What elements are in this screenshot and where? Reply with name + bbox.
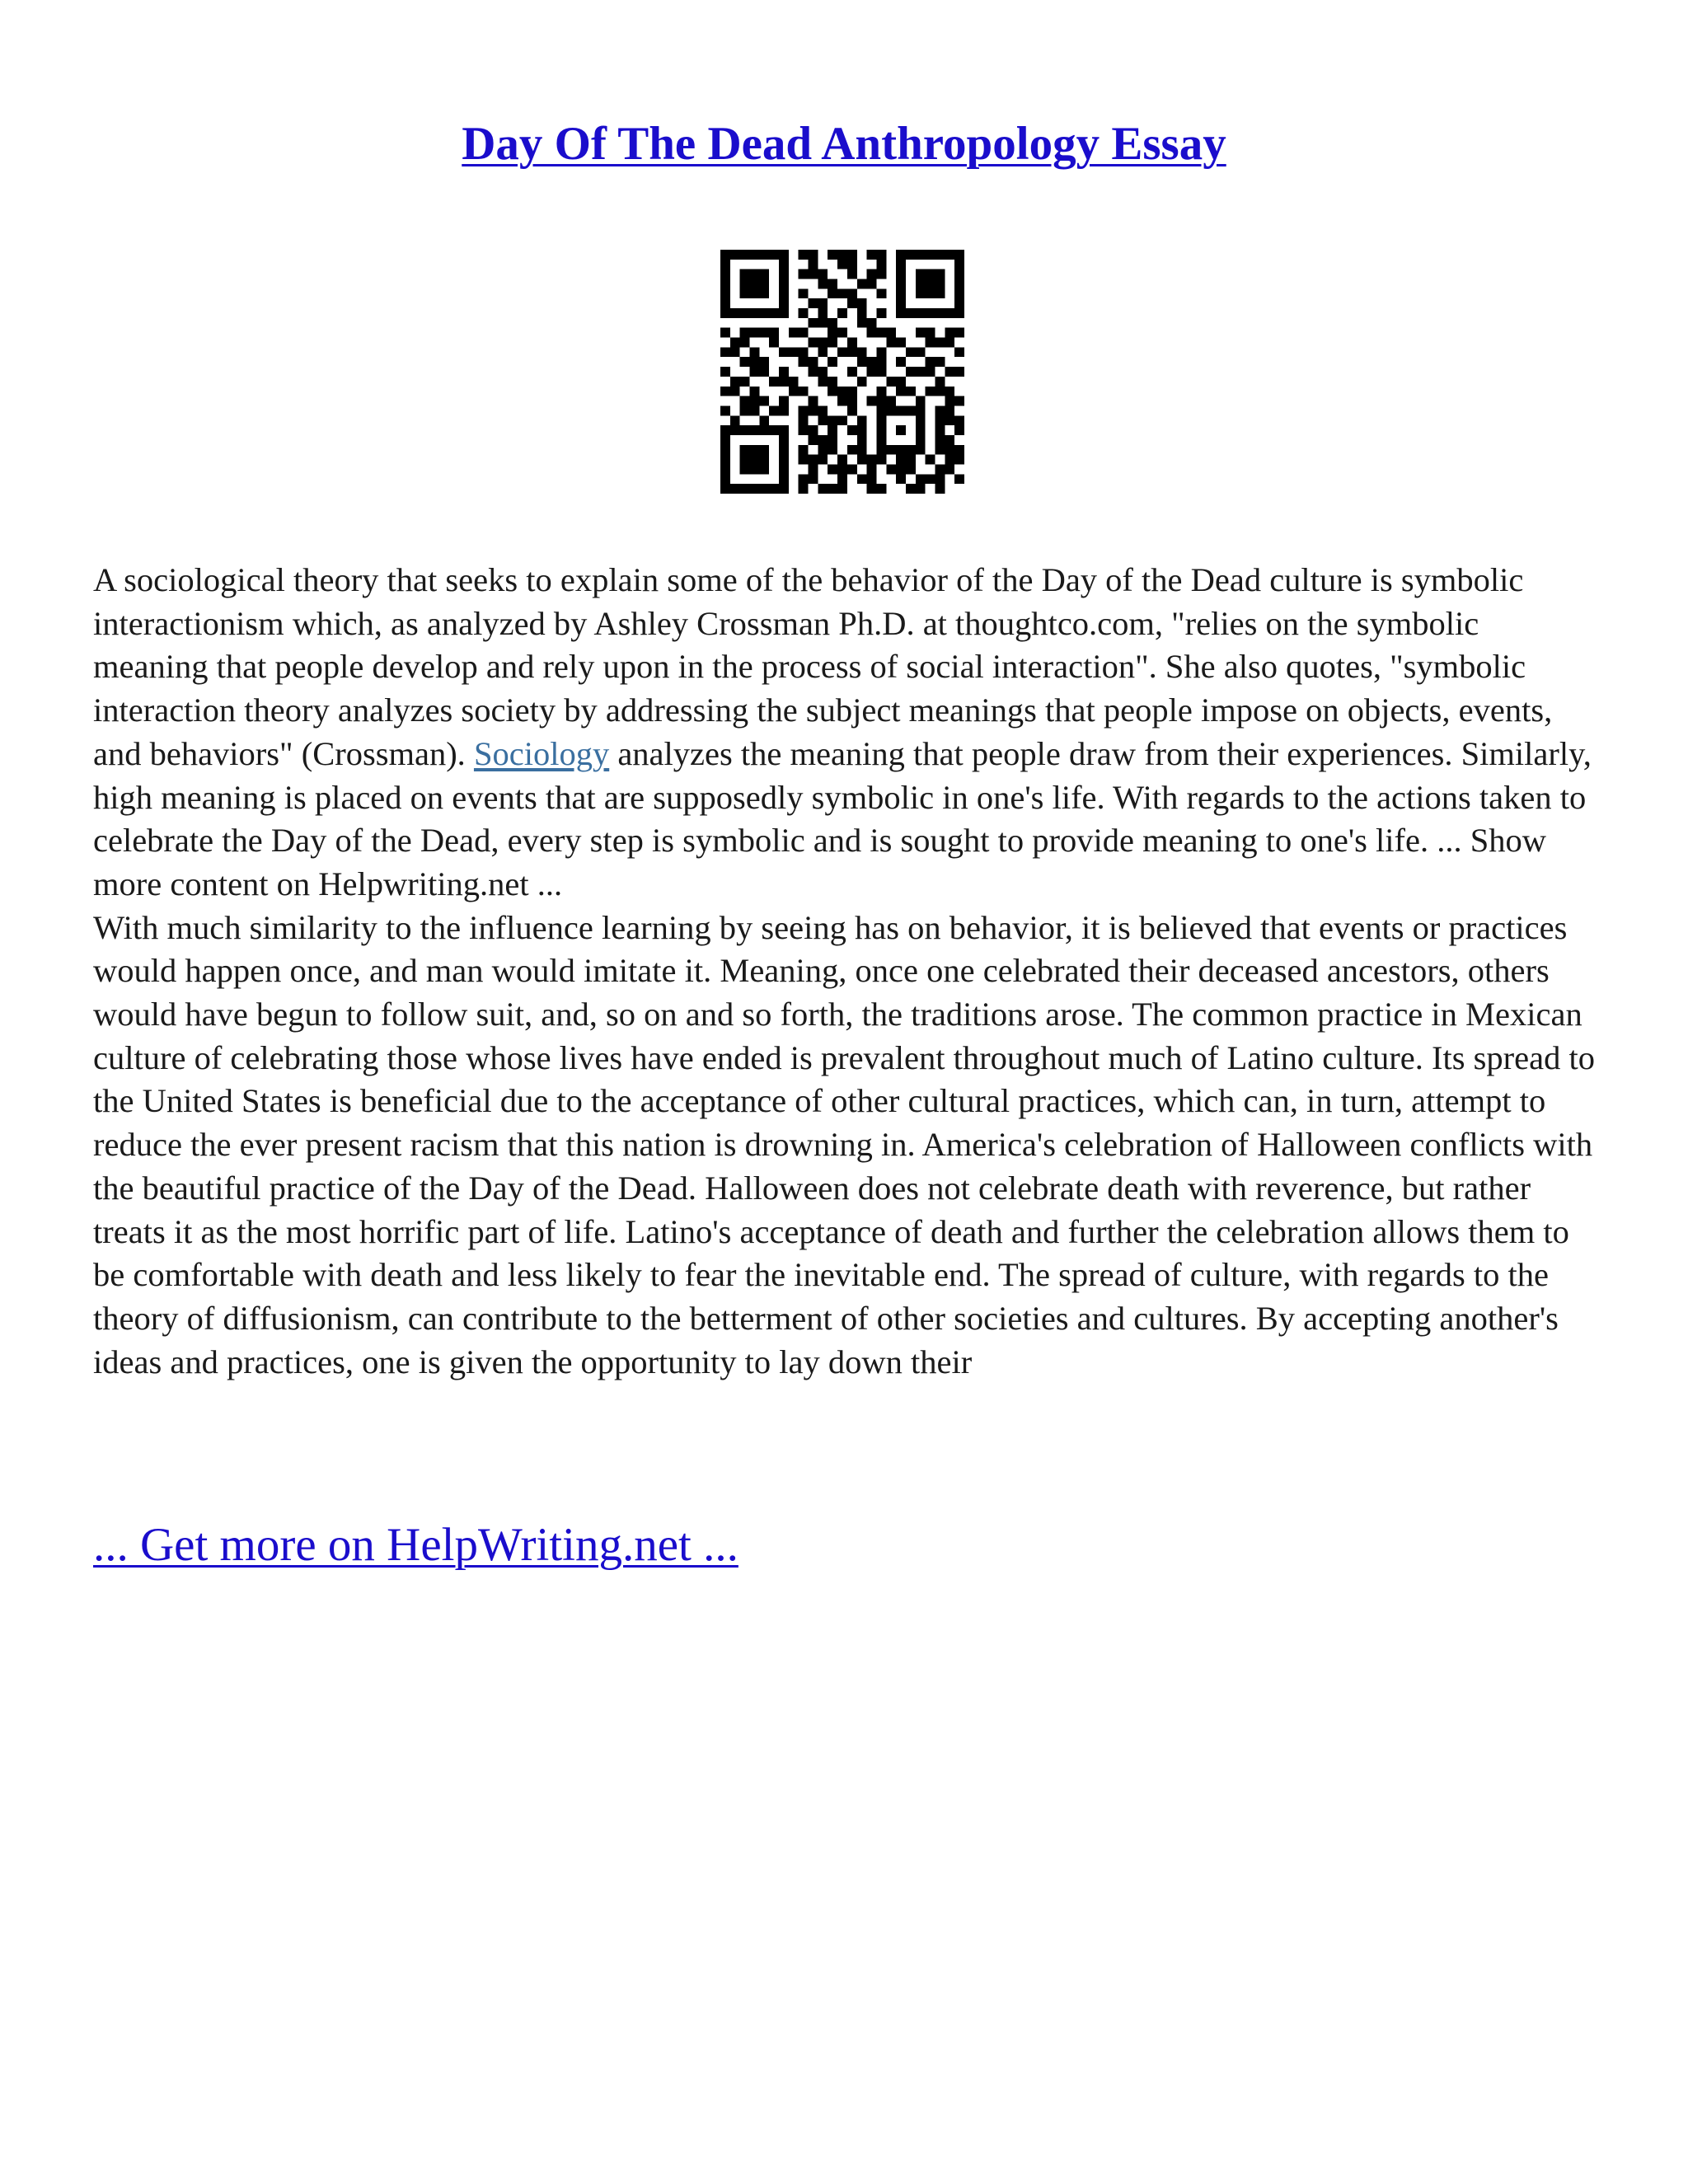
paragraph-2: With much similarity to the influence learning by seeing has on behavior, it is believed that events or practices would happen once, and man would imitate it. Meaning, once one celebrated their deceased ancestors, others would have begun to follow suit, and, so on and so forth, the traditions arose. The common practice in Mexican culture of celebrating those whose lives have ended is prevalent throughout much of Latino culture. Its spread to the United States is beneficial due to the acceptance of other cultural practices, which can, in turn, attempt to reduce the ever present racism that this nation is drowning in. America's celebration of Halloween conflicts with the beautiful practice of the Day of the Dead. Halloween does not celebrate death with reverence, but rather treats it as the most horrific part of life. Latino's acceptance of death and further the celebration allows them to be comfortable with death and less likely to fear the inevitable end. The spread of culture, with regards to the theory of diffusionism, can contribute to the betterment of other societies and cultures. By accepting another's ideas and practices, one is given the opportunity to lay down their (93, 908, 1595, 1380)
title-link[interactable]: Day Of The Dead Anthropology Essay (462, 118, 1226, 170)
qr-code-icon (720, 250, 964, 494)
paragraph-1-text-before: A sociological theory that seeks to explain some of the behavior of the Day of the Dead culture is symbolic interactionism which, as analyzed by Ashley Crossman Ph.D. at thoughtco.com, "relies on the symbolic meaning that people develop and rely upon in the process of social interaction". She also quotes, "symbolic interaction theory analyzes society by addressing the subject meanings that people impose on objects, events, and behaviors" (Crossman). (93, 561, 1553, 772)
sociology-link[interactable]: Sociology (473, 734, 610, 772)
paragraph-1 (93, 559, 1601, 907)
paragraph-1-text-after: analyzes the meaning that people draw from their experiences. Similarly, high meaning is placed on events that are supposedly symbolic in one's life. With regards to the actions taken to celebrate the Day of the Dead, every step is symbolic and is sought to provide meaning to one's life. ... Show more content on Helpwriting.net ... (93, 734, 1592, 902)
essay-body (93, 559, 1601, 1384)
page-title (0, 115, 1688, 173)
get-more-footer (93, 1516, 738, 1574)
get-more-link[interactable]: ... Get more on HelpWriting.net ... (93, 1519, 738, 1571)
